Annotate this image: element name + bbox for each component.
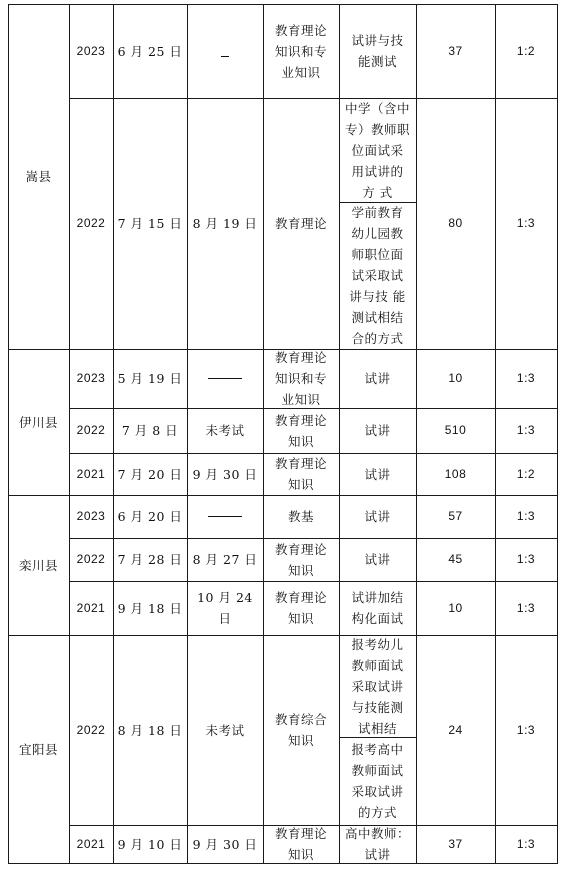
people-count-cell: 108 xyxy=(444,466,467,481)
year-cell: 2021 xyxy=(76,600,106,615)
interview-form-cell: 中学（含中 专）教师职 位面试采 用试讲的 方 式 xyxy=(344,100,410,200)
county-name: 宜阳县 xyxy=(18,741,58,757)
written-content-cell: 教育理论 知识 xyxy=(274,826,327,862)
dash-mark xyxy=(208,516,242,517)
interview-date-cell: 8 月 19 日 xyxy=(192,216,258,231)
interview-date-cell: 未考试 xyxy=(205,423,245,438)
written-date-cell: 7 月 20 日 xyxy=(117,466,183,482)
written-date-cell: 7 月 8 日 xyxy=(121,423,179,438)
interview-form-cell: 试讲 xyxy=(364,466,391,482)
year-cell: 2021 xyxy=(76,836,106,851)
people-count-cell: 45 xyxy=(448,552,463,566)
written-content-cell: 教育理论 知识 xyxy=(274,456,327,492)
ratio-cell: 1:3 xyxy=(516,371,536,385)
recruitment-table xyxy=(8,4,558,868)
written-date-cell: 7 月 15 日 xyxy=(117,216,183,231)
year-cell: 2022 xyxy=(76,552,106,566)
people-count-cell: 510 xyxy=(444,423,467,437)
ratio-cell: 1:3 xyxy=(516,509,536,523)
written-date-cell: 5 月 19 日 xyxy=(117,371,183,386)
county-name: 栾川县 xyxy=(18,557,58,573)
written-content-cell: 教育综合 知识 xyxy=(274,712,327,748)
interview-date-cell: 10 月 24 日 xyxy=(197,590,253,626)
county-name: 伊川县 xyxy=(18,414,58,430)
written-content-cell: 教育理论 知识和专 业知识 xyxy=(274,22,327,80)
year-cell: 2021 xyxy=(76,466,106,481)
written-content-cell: 教基 xyxy=(287,509,314,524)
written-date-cell: 9 月 10 日 xyxy=(117,836,183,852)
col-line xyxy=(557,4,558,864)
people-count-cell: 10 xyxy=(448,600,463,615)
interview-form-cell: 试讲 xyxy=(364,509,391,524)
interview-form-cell: 高中教师： 试讲 xyxy=(344,826,410,862)
interview-form-cell: 试讲加结 构化面试 xyxy=(351,590,404,626)
written-date-cell: 6 月 20 日 xyxy=(117,509,183,524)
year-cell: 2022 xyxy=(76,722,106,737)
interview-date-cell: 8 月 27 日 xyxy=(192,552,258,567)
written-content-cell: 教育理论 知识和专 业知识 xyxy=(274,350,327,407)
written-content-cell: 教育理论 知识 xyxy=(274,412,327,449)
ratio-cell: 1:3 xyxy=(516,552,536,566)
ratio-cell: 1:2 xyxy=(516,466,536,481)
ratio-cell: 1:2 xyxy=(516,43,536,58)
interview-form-cell: 试讲 xyxy=(364,552,391,567)
written-date-cell: 7 月 28 日 xyxy=(117,552,183,567)
interview-date-cell: 9 月 30 日 xyxy=(192,466,258,482)
year-cell: 2023 xyxy=(76,371,106,385)
county-name: 嵩县 xyxy=(25,169,52,184)
interview-form-cell: 试讲 xyxy=(364,423,391,438)
people-count-cell: 57 xyxy=(448,509,463,523)
interview-date-cell xyxy=(187,495,263,538)
interview-date-cell xyxy=(187,4,263,98)
interview-date-cell xyxy=(187,349,263,408)
people-count-cell: 80 xyxy=(448,216,463,230)
underscore-mark xyxy=(221,56,229,57)
people-count-cell: 37 xyxy=(448,836,463,851)
year-cell: 2022 xyxy=(76,423,106,437)
written-content-cell: 教育理论 xyxy=(274,216,327,231)
year-cell: 2022 xyxy=(76,216,106,230)
interview-form-cell: 学前教育 幼儿园教 师职位面 试采取试 讲与技 能 测试相结 合的方式 xyxy=(349,205,406,346)
ratio-cell: 1:3 xyxy=(516,216,536,230)
interview-date-cell: 未考试 xyxy=(205,722,245,738)
interview-form-cell: 报考高中 教师面试 采取试讲 的方式 xyxy=(351,742,404,820)
interview-form-cell: 报考幼儿 教师面试 采取试讲 与技能测 试相结 xyxy=(351,636,404,736)
written-date-cell: 9 月 18 日 xyxy=(117,600,183,616)
written-date-cell: 6 月 25 日 xyxy=(117,43,183,59)
people-count-cell: 37 xyxy=(448,43,463,58)
interview-form-cell: 试讲 xyxy=(364,371,391,386)
year-cell: 2023 xyxy=(76,43,106,58)
ratio-cell: 1:3 xyxy=(516,722,536,737)
dash-mark xyxy=(208,378,242,379)
ratio-cell: 1:3 xyxy=(516,423,536,437)
written-content-cell: 教育理论 知识 xyxy=(274,541,327,578)
year-cell: 2023 xyxy=(76,509,106,523)
ratio-cell: 1:3 xyxy=(516,836,536,851)
written-content-cell: 教育理论 知识 xyxy=(274,590,327,626)
ratio-cell: 1:3 xyxy=(516,600,536,615)
interview-date-cell: 9 月 30 日 xyxy=(192,836,258,852)
interview-form-cell: 试讲与技 能测试 xyxy=(351,33,404,69)
people-count-cell: 24 xyxy=(448,722,463,737)
written-date-cell: 8 月 18 日 xyxy=(117,722,183,738)
people-count-cell: 10 xyxy=(448,371,463,385)
